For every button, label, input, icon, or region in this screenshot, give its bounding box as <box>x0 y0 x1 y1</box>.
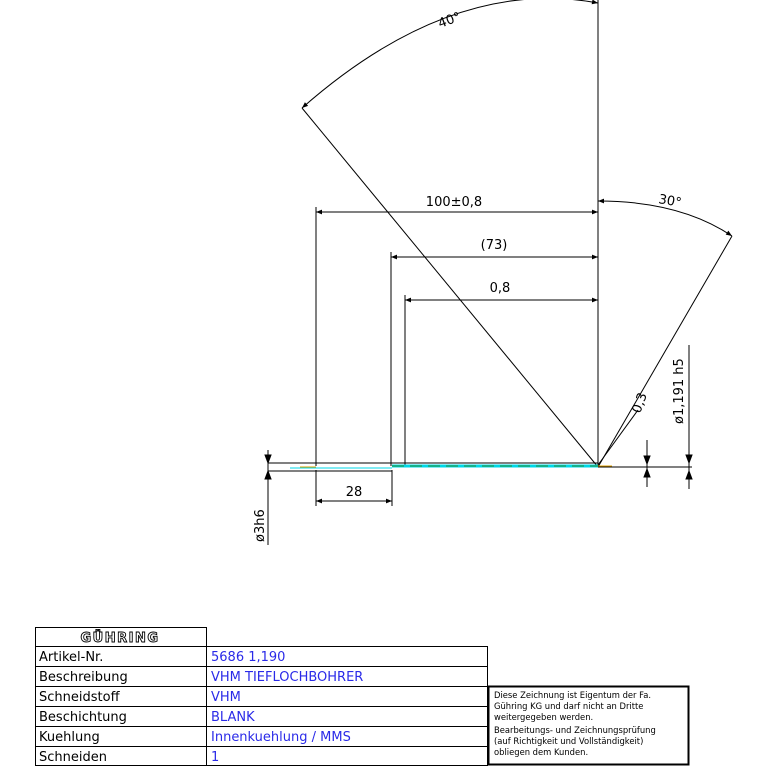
label-beschreibung: Beschreibung <box>39 670 128 685</box>
arrow-tip-dia-top <box>686 455 692 463</box>
notice-line: Gühring KG und darf nicht an Dritte <box>494 701 644 711</box>
value-schneidstoff: VHM <box>211 690 241 705</box>
label-artikel-nr: Artikel-Nr. <box>39 650 104 665</box>
notice-line: obliegen dem Kunden. <box>494 747 589 757</box>
label-kuehlung: Kuehlung <box>39 730 100 745</box>
arrow-chamfer-top <box>644 456 650 464</box>
dim-tip-chamfer: 0,3 <box>629 390 651 416</box>
guhring-logo: GÜHRING <box>80 631 160 646</box>
label-schneiden: Schneiden <box>39 750 107 765</box>
dim-tip-length: 0,8 <box>489 281 511 296</box>
value-artikel-nr: 5686 1,190 <box>211 650 286 665</box>
dim-tip-diameter: ø1,191 h5 <box>672 358 687 424</box>
value-beschichtung: BLANK <box>211 710 255 725</box>
arrow-tip-dia-bottom <box>686 471 692 479</box>
value-kuehlung: Innenkuehlung / MMS <box>211 730 351 745</box>
arrow-shank-dia-bottom <box>265 471 271 479</box>
angle-leg-30 <box>598 236 732 467</box>
dim-shank-diameter: ø3h6 <box>253 509 268 542</box>
value-beschreibung: VHM TIEFLOCHBOHRER <box>211 670 364 685</box>
angle-leg-40 <box>302 108 598 467</box>
dim-ref-length: (73) <box>480 238 508 253</box>
notice-line: Diese Zeichnung ist Eigentum der Fa. <box>494 690 651 700</box>
label-beschichtung: Beschichtung <box>39 710 127 725</box>
arrow-chamfer-bottom <box>644 469 650 477</box>
value-schneiden: 1 <box>211 750 220 765</box>
length-dimensions <box>316 207 598 466</box>
notice-line: weitergegeben werden. <box>494 712 594 722</box>
arrow-shank-dia-top <box>265 455 271 463</box>
leader-chamfer <box>598 410 638 465</box>
title-block <box>36 628 689 766</box>
dim-shank-length: 28 <box>345 485 363 500</box>
angle-label-40: 40° <box>436 9 464 32</box>
label-schneidstoff: Schneidstoff <box>39 690 120 705</box>
dim-overall-length: 100±0,8 <box>425 195 483 210</box>
angle-label-30: 30° <box>657 192 683 211</box>
tool-body <box>268 463 692 471</box>
notice-line: Bearbeitungs- und Zeichnungsprüfung <box>494 725 656 735</box>
angle-construction <box>302 0 732 467</box>
notice-line: (auf Richtigkeit und Vollständigkeit) <box>494 736 644 746</box>
